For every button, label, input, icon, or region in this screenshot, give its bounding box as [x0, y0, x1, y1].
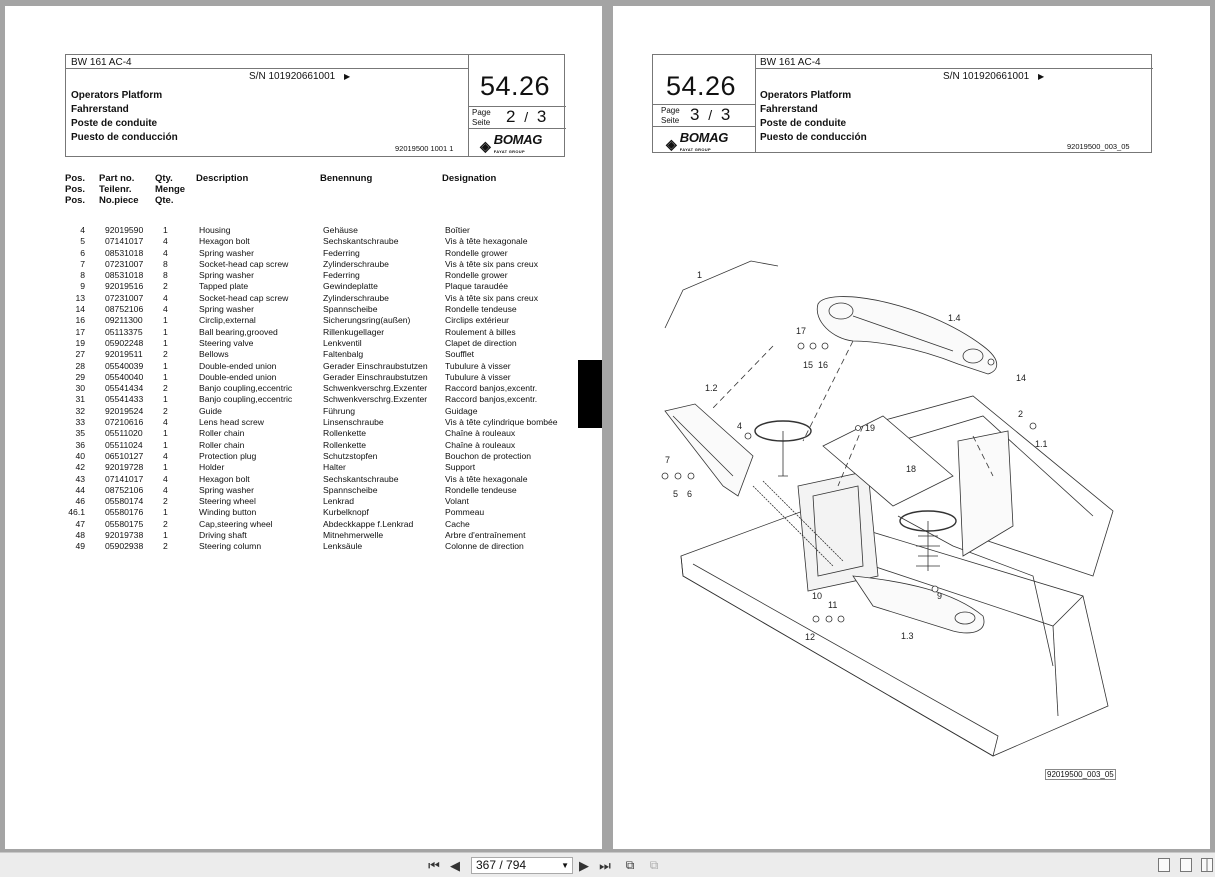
cell-designation: Bouchon de protection: [445, 450, 532, 461]
cell-qty: 2: [163, 349, 168, 360]
cell-part-no: 05541433: [105, 394, 144, 405]
cell-part-no: 05580174: [105, 496, 144, 507]
cell-qty: 4: [163, 473, 168, 484]
cell-benennung: Abdeckkappe f.Lenkrad: [323, 518, 414, 529]
cell-description: Ball bearing,grooved: [199, 326, 278, 337]
cell-pos: 16: [75, 315, 85, 326]
cell-description: Double-ended union: [199, 360, 277, 371]
cell-benennung: Gerader Einschraubstutzen: [323, 360, 428, 371]
cell-designation: Rondelle grower: [445, 247, 508, 258]
col-header-description: Description: [196, 173, 249, 184]
cell-qty: 1: [163, 530, 168, 541]
page-separator: /: [524, 109, 529, 125]
serial-number-right: S/N 101920661001: [943, 71, 1030, 82]
cell-qty: 2: [163, 541, 168, 552]
col-header-pos: Pos. Pos. Pos.: [65, 173, 86, 206]
table-row: [65, 327, 595, 338]
table-row: [65, 440, 595, 451]
cell-description: Bellows: [199, 349, 229, 360]
table-row: [65, 315, 595, 326]
page-total: 3: [536, 107, 547, 126]
page-right: [613, 6, 1210, 849]
cell-pos: 42: [75, 462, 85, 473]
chevron-down-icon[interactable]: ▼: [561, 861, 569, 870]
cell-pos: 14: [75, 304, 85, 315]
cell-qty: 4: [163, 247, 168, 258]
cell-description: Holder: [199, 462, 225, 473]
forward-view-icon[interactable]: ⧉: [649, 858, 659, 872]
cell-description: Roller chain: [199, 439, 245, 450]
table-row: [65, 304, 595, 315]
callout-4: 4: [737, 421, 743, 431]
cell-qty: 8: [163, 258, 168, 269]
last-page-icon[interactable]: ⏭: [599, 858, 611, 873]
table-row: [65, 338, 595, 349]
cell-pos: 40: [75, 450, 85, 461]
cell-pos: 17: [75, 326, 85, 337]
cell-designation: Roulement à billes: [445, 326, 516, 337]
cell-benennung: Gerader Einschraubstutzen: [323, 371, 428, 382]
cell-pos: 4: [80, 225, 85, 235]
cell-description: Socket-head cap screw: [199, 292, 289, 303]
col-header-designation: Designation: [442, 173, 497, 184]
cell-description: Banjo coupling,eccentric: [199, 394, 293, 405]
callout-1: 1: [697, 270, 703, 280]
cell-benennung: Schwenkverschrg.Exzenter: [323, 394, 428, 405]
table-row: [65, 372, 595, 383]
cell-qty: 4: [163, 484, 168, 495]
bomag-logo-right: ◈ BOMAG FAYAT GROUP: [666, 130, 729, 152]
cell-designation: Clapet de direction: [445, 337, 517, 348]
cell-qty: 1: [163, 428, 168, 439]
cell-description: Housing: [199, 225, 231, 235]
bomag-logo: ◈ BOMAG FAYAT GROUP: [480, 132, 543, 154]
cell-benennung: Halter: [323, 462, 346, 473]
cell-qty: 4: [163, 304, 168, 315]
cell-description: Steering column: [199, 541, 262, 552]
cell-benennung: Zylinderschraube: [323, 258, 389, 269]
cell-benennung: Rillenkugellager: [323, 326, 385, 337]
callout-14: 14: [1016, 373, 1027, 383]
viewer-toolbar: [0, 852, 1215, 877]
callout-12: 12: [805, 632, 816, 642]
cell-part-no: 05541434: [105, 383, 144, 394]
cell-pos: 47: [75, 518, 85, 529]
cell-designation: Chaîne à rouleaux: [445, 428, 516, 439]
page-header: [65, 54, 565, 157]
cell-pos: 46.1: [68, 507, 85, 518]
cell-qty: 1: [163, 337, 168, 348]
cell-pos: 7: [80, 258, 85, 269]
cell-benennung: Gehäuse: [323, 225, 358, 235]
cell-designation: Arbre d'entraînement: [445, 530, 526, 541]
cell-designation: Vis à tête hexagonale: [445, 473, 528, 484]
cell-qty: 1: [163, 225, 168, 235]
next-page-icon[interactable]: ▶: [579, 858, 589, 873]
cell-designation: Support: [445, 462, 476, 473]
cell-pos: 31: [75, 394, 85, 405]
col-header-benennung: Benennung: [320, 173, 373, 184]
table-row: [65, 496, 595, 507]
callout-2: 2: [1018, 409, 1024, 419]
exploded-parts-drawing: [653, 246, 1123, 766]
cell-qty: 1: [163, 315, 168, 326]
cell-pos: 43: [75, 473, 85, 484]
section-titles: [71, 89, 178, 145]
cell-description: Driving shaft: [199, 530, 247, 541]
table-row: [65, 281, 595, 292]
cell-qty: 4: [163, 417, 168, 428]
callout-9: 9: [937, 591, 943, 601]
col-header-qty: Qty. Menge Qte.: [155, 173, 186, 206]
cell-description: Guide: [199, 405, 222, 416]
single-page-icon[interactable]: [1158, 858, 1170, 872]
table-row: [65, 293, 595, 304]
cell-designation: Guidage: [445, 405, 478, 416]
cell-benennung: Sicherungsring(außen): [323, 315, 411, 326]
callout-15: 15: [803, 360, 814, 370]
page-number-input[interactable]: 367 / 794 ▼: [471, 857, 573, 874]
cell-description: Lens head screw: [199, 417, 264, 428]
cell-benennung: Zylinderschraube: [323, 292, 389, 303]
callout-1-3: 1.3: [901, 631, 914, 641]
doc-reference: 92019500 1001 1: [395, 144, 454, 153]
cell-designation: Volant: [445, 496, 469, 507]
cell-qty: 1: [163, 462, 168, 473]
cell-designation: Rondelle grower: [445, 270, 508, 281]
cell-qty: 2: [163, 518, 168, 529]
cell-benennung: Lenksäule: [323, 541, 363, 552]
cell-designation: Raccord banjos,excentr.: [445, 394, 538, 405]
cell-part-no: 05580175: [105, 518, 144, 529]
cell-qty: 8: [163, 270, 168, 281]
cell-designation: Chaîne à rouleaux: [445, 439, 516, 450]
cell-part-no: 07141017: [105, 473, 144, 484]
cell-part-no: 05511020: [105, 428, 143, 439]
title-en: Operators Platform: [71, 90, 163, 101]
cell-part-no: 92019590: [105, 225, 144, 235]
cell-benennung: Lenkrad: [323, 496, 355, 507]
cell-benennung: Spannscheibe: [323, 484, 378, 495]
page-label-de: Seite: [472, 118, 491, 127]
cell-designation: Circlips extérieur: [445, 315, 509, 326]
cell-qty: 2: [163, 281, 168, 292]
cell-benennung: Federring: [323, 270, 360, 281]
cell-qty: 1: [163, 371, 168, 382]
continuous-icon[interactable]: [1180, 858, 1192, 872]
cell-part-no: 92019516: [105, 281, 144, 292]
cell-description: Tapped plate: [199, 281, 249, 292]
callout-10: 10: [812, 591, 823, 601]
cell-part-no: 07141017: [105, 236, 144, 247]
cell-description: Hexagon bolt: [199, 473, 250, 484]
cell-description: Hexagon bolt: [199, 236, 250, 247]
table-row: [65, 451, 595, 462]
table-row: [65, 507, 595, 518]
cell-description: Steering wheel: [199, 496, 256, 507]
cell-description: Steering valve: [199, 337, 254, 348]
cell-designation: Tubulure à visser: [445, 371, 511, 382]
figure-reference: 92019500_003_05: [1047, 770, 1114, 779]
cell-part-no: 09211300: [105, 315, 143, 326]
two-page-icon[interactable]: [1201, 858, 1213, 872]
section-number-right: 54.26: [666, 71, 737, 101]
title-fr: Poste de conduite: [71, 118, 158, 129]
cell-pos: 8: [80, 270, 85, 281]
back-view-icon[interactable]: ⧉: [625, 858, 635, 872]
cell-qty: 4: [163, 450, 168, 461]
callout-11: 11: [828, 600, 838, 610]
cell-designation: Vis à tête six pans creux: [445, 292, 538, 303]
table-row: [65, 361, 595, 372]
table-row: [65, 259, 595, 270]
cell-part-no: 08752106: [105, 484, 144, 495]
cell-qty: 1: [163, 326, 168, 337]
cell-designation: Boîtier: [445, 225, 470, 235]
serial-number: S/N 101920661001: [249, 71, 336, 82]
cell-part-no: 07231007: [105, 258, 144, 269]
play-arrow-icon: ▶: [343, 72, 351, 81]
cell-designation: Rondelle tendeuse: [445, 304, 517, 315]
cell-pos: 48: [75, 530, 85, 541]
cell-pos: 27: [75, 349, 85, 360]
cell-benennung: Führung: [323, 405, 356, 416]
cell-designation: Vis à tête six pans creux: [445, 258, 538, 269]
cell-qty: 1: [163, 360, 168, 371]
bomag-diamond-icon: ◈: [480, 137, 491, 154]
play-arrow-icon: ▶: [1037, 72, 1045, 81]
cell-description: Spring washer: [199, 484, 254, 495]
cell-designation: Vis à tête cylindrique bombée: [445, 417, 558, 428]
cell-benennung: Linsenschraube: [323, 417, 384, 428]
cell-qty: 4: [163, 292, 168, 303]
cell-pos: 30: [75, 383, 85, 394]
cell-pos: 44: [75, 484, 85, 495]
section-tab-marker: [578, 360, 602, 428]
cell-pos: 19: [75, 337, 85, 348]
callout-5: 5: [673, 489, 679, 499]
cell-description: Cap,steering wheel: [199, 518, 273, 529]
cell-designation: Soufflet: [445, 349, 474, 360]
cell-qty: 2: [163, 383, 168, 394]
cell-part-no: 92019738: [105, 530, 144, 541]
cell-part-no: 08531018: [105, 247, 144, 258]
cell-description: Spring washer: [199, 247, 254, 258]
cell-pos: 35: [75, 428, 85, 439]
bomag-diamond-icon: ◈: [666, 135, 677, 152]
cell-part-no: 92019524: [105, 405, 144, 416]
col-header-part: Part no. Teilenr. No.piece: [99, 173, 139, 206]
callout-17: 17: [796, 326, 807, 336]
table-row: [65, 474, 595, 485]
cell-benennung: Mitnehmerwelle: [323, 530, 384, 541]
table-row: [65, 485, 595, 496]
cell-pos: 5: [80, 236, 85, 247]
cell-part-no: 05113375: [105, 326, 143, 337]
title-es: Puesto de conducción: [71, 132, 178, 143]
cell-pos: 36: [75, 439, 85, 450]
section-titles-right: Operators Platform Fahrerstand Poste de conduite Puesto de conducción: [760, 90, 867, 143]
cell-pos: 13: [75, 292, 85, 303]
table-row: [65, 541, 595, 552]
cell-description: Socket-head cap screw: [199, 258, 289, 269]
page-current: 2: [506, 107, 516, 126]
callout-1-2: 1.2: [705, 383, 718, 393]
cell-benennung: Rollenkette: [323, 439, 366, 450]
cell-designation: Rondelle tendeuse: [445, 484, 517, 495]
cell-qty: 4: [163, 236, 168, 247]
cell-designation: Cache: [445, 518, 470, 529]
cell-part-no: 92019728: [105, 462, 144, 473]
cell-description: Winding button: [199, 507, 257, 518]
cell-description: Circlip,external: [199, 315, 256, 326]
table-row: [65, 406, 595, 417]
model-name: BW 161 AC-4: [71, 57, 132, 68]
callout-1-1: 1.1: [1035, 439, 1048, 449]
cell-description: Banjo coupling,eccentric: [199, 383, 293, 394]
cell-benennung: Faltenbalg: [323, 349, 364, 360]
prev-page-icon[interactable]: ◀: [450, 858, 460, 873]
cell-pos: 6: [80, 247, 85, 258]
first-page-icon[interactable]: ⏮: [428, 858, 440, 873]
cell-benennung: Gewindeplatte: [323, 281, 378, 292]
parts-table: [65, 225, 595, 553]
page-indicator: [506, 107, 546, 127]
table-row: [65, 519, 595, 530]
cell-designation: Pommeau: [445, 507, 485, 518]
table-row: [65, 394, 595, 405]
cell-description: Roller chain: [199, 428, 245, 439]
callout-16: 16: [818, 360, 829, 370]
callout-18: 18: [906, 464, 917, 474]
callout-7: 7: [665, 455, 671, 465]
cell-benennung: Federring: [323, 247, 360, 258]
page-header-right: BW 161 AC-4 S/N 101920661001 ▶ 54.26 Page Seite 3 / 3 ◈ BOMAG FAYAT GROUP Operators Platform Fahrerstand Poste de conduite Puesto de conducción 92019500_003_05: [652, 54, 1152, 153]
cell-pos: 49: [75, 541, 85, 552]
table-row: [65, 428, 595, 439]
page-label-en: Page: [472, 108, 491, 117]
cell-designation: Plaque taraudée: [445, 281, 509, 292]
cell-description: Protection plug: [199, 450, 257, 461]
table-row: [65, 383, 595, 394]
cell-designation: Colonne de direction: [445, 541, 524, 552]
title-de: Fahrerstand: [71, 104, 129, 115]
cell-designation: Raccord banjos,excentr.: [445, 383, 538, 394]
table-row: [65, 462, 595, 473]
cell-part-no: 92019511: [105, 349, 143, 360]
cell-pos: 28: [75, 360, 85, 371]
cell-benennung: Rollenkette: [323, 428, 366, 439]
table-row: [65, 270, 595, 281]
cell-part-no: 05902938: [105, 541, 144, 552]
cell-description: Spring washer: [199, 304, 254, 315]
callout-19: 19: [865, 423, 876, 433]
cell-benennung: Spannscheibe: [323, 304, 378, 315]
cell-benennung: Schutzstopfen: [323, 450, 378, 461]
cell-part-no: 08752106: [105, 304, 144, 315]
cell-part-no: 05540039: [105, 360, 144, 371]
cell-benennung: Sechskantschraube: [323, 473, 399, 484]
cell-pos: 9: [80, 281, 85, 292]
cell-description: Double-ended union: [199, 371, 277, 382]
section-number: 54.26: [480, 71, 551, 101]
cell-pos: 33: [75, 417, 85, 428]
cell-part-no: 05580176: [105, 507, 144, 518]
cell-qty: 1: [163, 439, 168, 450]
cell-benennung: Lenkventil: [323, 337, 362, 348]
cell-benennung: Kurbelknopf: [323, 507, 369, 518]
cell-pos: 29: [75, 371, 85, 382]
cell-part-no: 08531018: [105, 270, 144, 281]
cell-qty: 1: [163, 394, 168, 405]
page-indicator-right: 3 / 3: [690, 105, 731, 124]
cell-part-no: 05902248: [105, 337, 144, 348]
callout-6: 6: [687, 489, 693, 499]
doc-reference-right: 92019500_003_05: [1067, 142, 1130, 151]
model-name-right: BW 161 AC-4: [760, 57, 821, 68]
table-row: [65, 530, 595, 541]
table-row: [65, 349, 595, 360]
cell-part-no: 06510127: [105, 450, 144, 461]
cell-pos: 32: [75, 405, 85, 416]
cell-pos: 46: [75, 496, 85, 507]
cell-description: Spring washer: [199, 270, 254, 281]
cell-benennung: Sechskantschraube: [323, 236, 399, 247]
cell-part-no: 07210616: [105, 417, 144, 428]
cell-qty: 1: [163, 507, 168, 518]
cell-part-no: 07231007: [105, 292, 144, 303]
callout-1-4: 1.4: [948, 313, 961, 323]
cell-designation: Vis à tête hexagonale: [445, 236, 528, 247]
table-row: [65, 236, 595, 247]
page-left: [5, 6, 602, 849]
cell-designation: Tubulure à visser: [445, 360, 511, 371]
table-row: [65, 225, 595, 236]
cell-part-no: 05511024: [105, 439, 143, 450]
cell-part-no: 05540040: [105, 371, 144, 382]
cell-qty: 2: [163, 405, 168, 416]
cell-benennung: Schwenkverschrg.Exzenter: [323, 383, 428, 394]
table-row: [65, 248, 595, 259]
cell-qty: 2: [163, 496, 168, 507]
table-row: [65, 417, 595, 428]
